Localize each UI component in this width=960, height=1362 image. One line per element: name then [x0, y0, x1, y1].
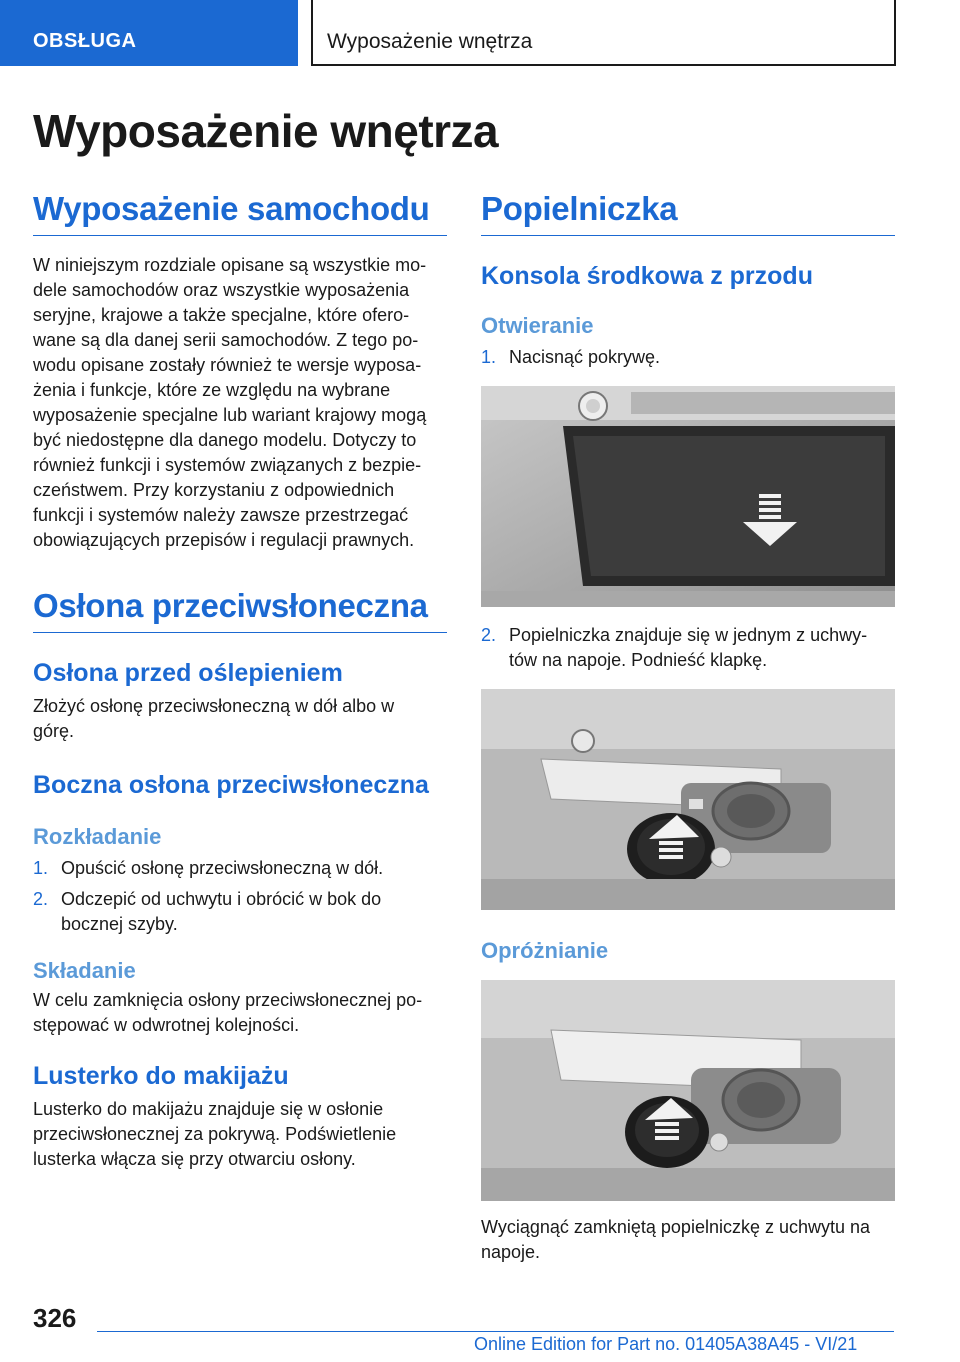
breadcrumb: Wyposażenie wnętrza — [311, 0, 896, 66]
step-number: 2. — [33, 889, 49, 909]
footer-divider — [97, 1331, 894, 1332]
heading-sun-visor: Osłona przeciwsłoneczna — [33, 587, 447, 633]
heading-vehicle-equipment: Wyposażenie samochodu — [33, 190, 447, 236]
list-item — [481, 623, 895, 673]
photo-lift-flap — [481, 689, 895, 910]
heading-empty: Opróżnianie — [481, 938, 609, 963]
heading-front-console: Konsola środkowa z przodu — [481, 262, 813, 290]
page-number: 326 — [33, 1303, 77, 1333]
section-tab: OBSŁUGA — [0, 0, 298, 66]
vehicle-equipment-text: W niniejszym rozdziale opisane są wszystkie mo- dele samochodów oraz wszystkie wyposażenia seryjne, krajowe a także specjalne, które ofero- wane są dla danej serii samochodów. Z tego po- wodu opisane zostały również te wersje wyposa- żenia i funkcje, które ze względu na wybrane wyposażenie specjalne lub wariant krajowy mogą być niedostępne dla danego modelu. Dotyczy to również funkcji i systemów związanych z bezpie- czeństwem. Przy korzystaniu z odpowiednich funkcji i systemów należy zawsze przestrzegać obowiązujących przepisów i regulacji prawnych. — [33, 255, 427, 550]
heading-fold: Składanie — [33, 958, 136, 983]
glare-shield-text: Złożyć osłonę przeciwsłoneczną w dół albo w górę. — [33, 696, 395, 741]
heading-side-sun-visor: Boczna osłona przeciwsłoneczna — [33, 771, 429, 799]
page-header — [0, 0, 960, 66]
fold-text: W celu zamknięcia osłony przeciwsłonecznej po- stępować w odwrotnej kolejności. — [33, 990, 423, 1035]
step-text: Popielniczka znajduje się w jednym z uchwy- tów na napoje. Podnieść klapkę. — [509, 625, 868, 670]
heading-ashtray: Popielniczka — [481, 190, 895, 236]
photo-press-lid — [481, 386, 895, 607]
empty-text: Wyciągnąć zamkniętą popielniczkę z uchwytu na napoje. — [481, 1217, 871, 1262]
heading-unfold: Rozkładanie — [33, 824, 162, 849]
page-title: Wyposażenie wnętrza — [33, 105, 499, 157]
step-text: Nacisnąć pokrywę. — [509, 347, 661, 367]
right-column — [481, 190, 895, 1265]
heading-glare-shield: Osłona przed oślepieniem — [33, 659, 343, 687]
heading-open: Otwieranie — [481, 313, 594, 338]
list-item — [33, 856, 447, 881]
unfold-steps — [33, 856, 447, 937]
edition-label: Online Edition for Part no. 01405A38A45 - VI/21 — [474, 1334, 858, 1354]
step-text: Odczepić od uchwytu i obrócić w bok do bocznej szyby. — [61, 889, 382, 934]
heading-vanity-mirror: Lusterko do makijażu — [33, 1062, 289, 1090]
vanity-mirror-text: Lusterko do makijażu znajduje się w osłonie przeciwsłonecznej za pokrywą. Podświetlenie lusterka włącza się przy otwarciu osłony. — [33, 1099, 397, 1169]
step-number: 1. — [481, 347, 497, 367]
step-number: 2. — [481, 625, 497, 645]
step-text: Opuścić osłonę przeciwsłoneczną w dół. — [61, 858, 384, 878]
left-column — [33, 190, 447, 1172]
photo-remove-ashtray — [481, 980, 895, 1201]
list-item — [481, 345, 895, 370]
step-number: 1. — [33, 858, 49, 878]
list-item — [33, 887, 447, 937]
